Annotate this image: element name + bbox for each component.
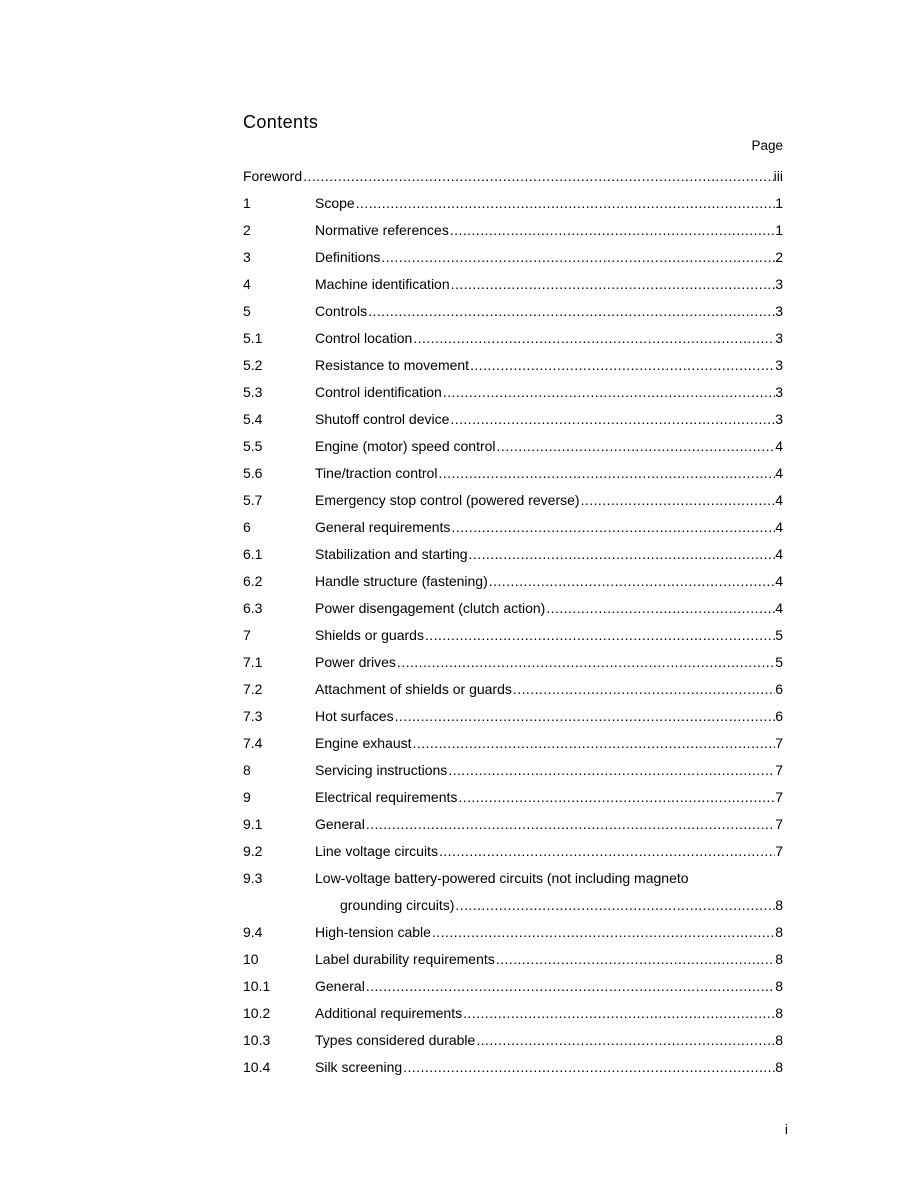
toc-entry-page: 3	[775, 411, 783, 427]
toc-entry[interactable]	[243, 977, 783, 1004]
dot-leader	[462, 1004, 775, 1022]
toc-entry-page: 3	[775, 357, 783, 373]
toc-entry-number: 5.5	[243, 438, 263, 454]
table-of-contents	[243, 167, 783, 1085]
dot-leader	[396, 653, 775, 671]
toc-entry[interactable]	[243, 194, 783, 221]
toc-entry-page: 4	[775, 573, 783, 589]
dot-leader	[302, 167, 774, 185]
dot-leader	[457, 788, 775, 806]
toc-entry-page: 3	[775, 303, 783, 319]
toc-entry[interactable]	[243, 842, 783, 869]
toc-entry-page: 8	[775, 951, 783, 967]
toc-entry-page: 2	[775, 249, 783, 265]
dot-leader	[412, 329, 775, 347]
toc-entry-title: Controls	[315, 303, 368, 319]
dot-leader	[365, 977, 775, 995]
toc-entry[interactable]	[243, 572, 783, 599]
toc-entry-page: 4	[775, 438, 783, 454]
toc-entry-number: 5.7	[243, 492, 263, 508]
toc-entry-page: 6	[775, 708, 783, 724]
toc-entry-number: 5.1	[243, 330, 263, 346]
toc-entry-title: Definitions	[315, 249, 381, 265]
toc-entry-title: Attachment of shields or guards	[315, 681, 512, 697]
toc-entry[interactable]	[243, 599, 783, 626]
dot-leader	[495, 950, 775, 968]
toc-entry-page: 7	[775, 735, 783, 751]
toc-entry-page: 3	[775, 384, 783, 400]
toc-entry-foreword[interactable]	[243, 167, 783, 194]
toc-entry-9-3-continued[interactable]	[243, 896, 783, 923]
dot-leader	[545, 599, 775, 617]
toc-entry-page: 3	[775, 276, 783, 292]
toc-entry-title: Low-voltage battery-powered circuits (not including magneto	[315, 870, 689, 886]
toc-entry-title: Shutoff control device	[315, 411, 450, 427]
toc-entry[interactable]	[243, 491, 783, 518]
dot-leader	[450, 518, 775, 536]
toc-entry-title: Control identification	[315, 384, 442, 400]
toc-entry-title-continued: grounding circuits)	[340, 897, 455, 913]
dot-leader	[512, 680, 775, 698]
toc-entry-number: 5.4	[243, 411, 263, 427]
toc-entry-page: 5	[775, 627, 783, 643]
toc-entry-number: 7	[243, 627, 251, 643]
toc-entry-number: 10	[243, 951, 259, 967]
toc-entry[interactable]	[243, 680, 783, 707]
toc-entry-number: 6.2	[243, 573, 263, 589]
toc-entry-title: Stabilization and starting	[315, 546, 468, 562]
toc-entry-page: 1	[775, 195, 783, 211]
toc-entry[interactable]	[243, 1004, 783, 1031]
toc-entry-number: 6	[243, 519, 251, 535]
toc-entry-title: Servicing instructions	[315, 762, 448, 778]
toc-entry[interactable]	[243, 302, 783, 329]
toc-entry-page: 4	[775, 546, 783, 562]
toc-entry-number: 4	[243, 276, 251, 292]
toc-entry-number: 3	[243, 249, 251, 265]
toc-entry-page: 3	[775, 330, 783, 346]
dot-leader	[365, 815, 775, 833]
toc-entry-title: Scope	[315, 195, 355, 211]
toc-entry-title: Line voltage circuits	[315, 843, 438, 859]
toc-entry-page: 7	[775, 816, 783, 832]
toc-entry[interactable]	[243, 518, 783, 545]
toc-entry[interactable]	[243, 464, 783, 491]
toc-entry[interactable]	[243, 437, 783, 464]
toc-entry-title: Power drives	[315, 654, 396, 670]
toc-entry-page: 4	[775, 465, 783, 481]
toc-entry-page: 8	[775, 1059, 783, 1075]
toc-entry-page: 8	[775, 978, 783, 994]
toc-entry-number: 7.2	[243, 681, 263, 697]
toc-entry-page: 7	[775, 843, 783, 859]
toc-entry-number: 2	[243, 222, 251, 238]
toc-entry[interactable]	[243, 626, 783, 653]
toc-entry-title: Resistance to movement	[315, 357, 470, 373]
toc-entry[interactable]	[243, 221, 783, 248]
toc-entry[interactable]	[243, 788, 783, 815]
dot-leader	[580, 491, 776, 509]
toc-entry-page: 4	[775, 600, 783, 616]
toc-entry-title: Machine identification	[315, 276, 450, 292]
toc-entry-number: 10.4	[243, 1059, 271, 1075]
toc-entry[interactable]	[243, 383, 783, 410]
toc-entry-page: 7	[775, 762, 783, 778]
toc-entry-number: 5.3	[243, 384, 263, 400]
toc-entry-9-3[interactable]	[243, 869, 783, 896]
toc-entry-number: 7.3	[243, 708, 263, 724]
dot-leader	[475, 1031, 775, 1049]
toc-entry-title: General	[315, 816, 365, 832]
toc-entry[interactable]	[243, 248, 783, 275]
toc-entry-page: 8	[775, 924, 783, 940]
toc-entry[interactable]	[243, 275, 783, 302]
toc-entry-title: Label durability requirements	[315, 951, 495, 967]
page-column-label: Page	[751, 138, 783, 153]
toc-entry-number: 6.3	[243, 600, 263, 616]
toc-entry-number: 10.3	[243, 1032, 271, 1048]
dot-leader	[402, 1058, 775, 1076]
toc-entry-title: Electrical requirements	[315, 789, 458, 805]
dot-leader	[449, 221, 775, 239]
toc-entry-title: Shields or guards	[315, 627, 424, 643]
toc-entry-number: 9.3	[243, 870, 263, 886]
toc-entry-title: Handle structure (fastening)	[315, 573, 488, 589]
dot-leader	[367, 302, 775, 320]
dot-leader	[438, 842, 775, 860]
toc-entry-title: Engine exhaust	[315, 735, 412, 751]
toc-entry-title: Emergency stop control (powered reverse)	[315, 492, 580, 508]
toc-entry[interactable]	[243, 356, 783, 383]
toc-entry-title: Engine (motor) speed control	[315, 438, 496, 454]
toc-entry-page: 8	[775, 1032, 783, 1048]
toc-entry-title: Normative references	[315, 222, 449, 238]
dot-leader	[394, 707, 776, 725]
dot-leader	[380, 248, 775, 266]
toc-entry-page: 8	[775, 897, 783, 913]
toc-entry-number: 9.1	[243, 816, 263, 832]
toc-entry-title: General	[315, 978, 365, 994]
dot-leader	[355, 194, 776, 212]
dot-leader	[431, 923, 775, 941]
toc-entry-title: Hot surfaces	[315, 708, 394, 724]
toc-entry-page: 5	[775, 654, 783, 670]
toc-entry[interactable]	[243, 329, 783, 356]
toc-entry-number: 5	[243, 303, 251, 319]
page-title: Contents	[243, 112, 319, 132]
toc-entry[interactable]	[243, 761, 783, 788]
toc-entry-number: 5.2	[243, 357, 263, 373]
toc-entry-number: 10.1	[243, 978, 271, 994]
dot-leader	[447, 761, 775, 779]
toc-entry-title: General requirements	[315, 519, 451, 535]
toc-entry[interactable]	[243, 734, 783, 761]
toc-entry-number: 9.4	[243, 924, 263, 940]
dot-leader	[469, 356, 775, 374]
toc-entry-title: High-tension cable	[315, 924, 431, 940]
toc-entry[interactable]	[243, 707, 783, 734]
toc-entry-number: 7.4	[243, 735, 263, 751]
toc-entry-number: 8	[243, 762, 251, 778]
toc-entry-number: 7.1	[243, 654, 263, 670]
toc-entry-number: 9.2	[243, 843, 263, 859]
dot-leader	[442, 383, 775, 401]
dot-leader	[450, 275, 776, 293]
toc-entry-number: 6.1	[243, 546, 263, 562]
dot-leader	[454, 896, 775, 914]
toc-entry[interactable]	[243, 1031, 783, 1058]
dot-leader	[437, 464, 775, 482]
dot-leader	[496, 437, 776, 455]
dot-leader	[412, 734, 776, 752]
page-number: i	[784, 1121, 788, 1137]
toc-entry[interactable]	[243, 653, 783, 680]
toc-entry-page: 8	[775, 1005, 783, 1021]
dot-leader	[468, 545, 776, 563]
toc-entry[interactable]	[243, 545, 783, 572]
toc-entry-number: 10.2	[243, 1005, 271, 1021]
toc-entry[interactable]	[243, 410, 783, 437]
toc-entry-number: 5.6	[243, 465, 263, 481]
toc-entry-title: Foreword	[243, 168, 303, 184]
toc-entry-page: 4	[775, 519, 783, 535]
toc-entry-page: 4	[775, 492, 783, 508]
toc-entry[interactable]	[243, 950, 783, 977]
toc-entry-title: Tine/traction control	[315, 465, 438, 481]
toc-entry[interactable]	[243, 1058, 783, 1085]
toc-entry-title: Silk screening	[315, 1059, 403, 1075]
toc-entry-title: Types considered durable	[315, 1032, 476, 1048]
toc-entry-title: Power disengagement (clutch action)	[315, 600, 546, 616]
toc-entry[interactable]	[243, 923, 783, 950]
dot-leader	[449, 410, 775, 428]
toc-entry-page: 7	[775, 789, 783, 805]
toc-entry-number: 1	[243, 195, 251, 211]
toc-entry-number: 9	[243, 789, 251, 805]
toc-entry[interactable]	[243, 815, 783, 842]
dot-leader	[488, 572, 775, 590]
toc-entry-page: iii	[773, 168, 783, 184]
dot-leader	[424, 626, 775, 644]
toc-entry-title: Additional requirements	[315, 1005, 463, 1021]
toc-entry-page: 1	[775, 222, 783, 238]
toc-entry-page: 6	[775, 681, 783, 697]
toc-entry-title: Control location	[315, 330, 413, 346]
